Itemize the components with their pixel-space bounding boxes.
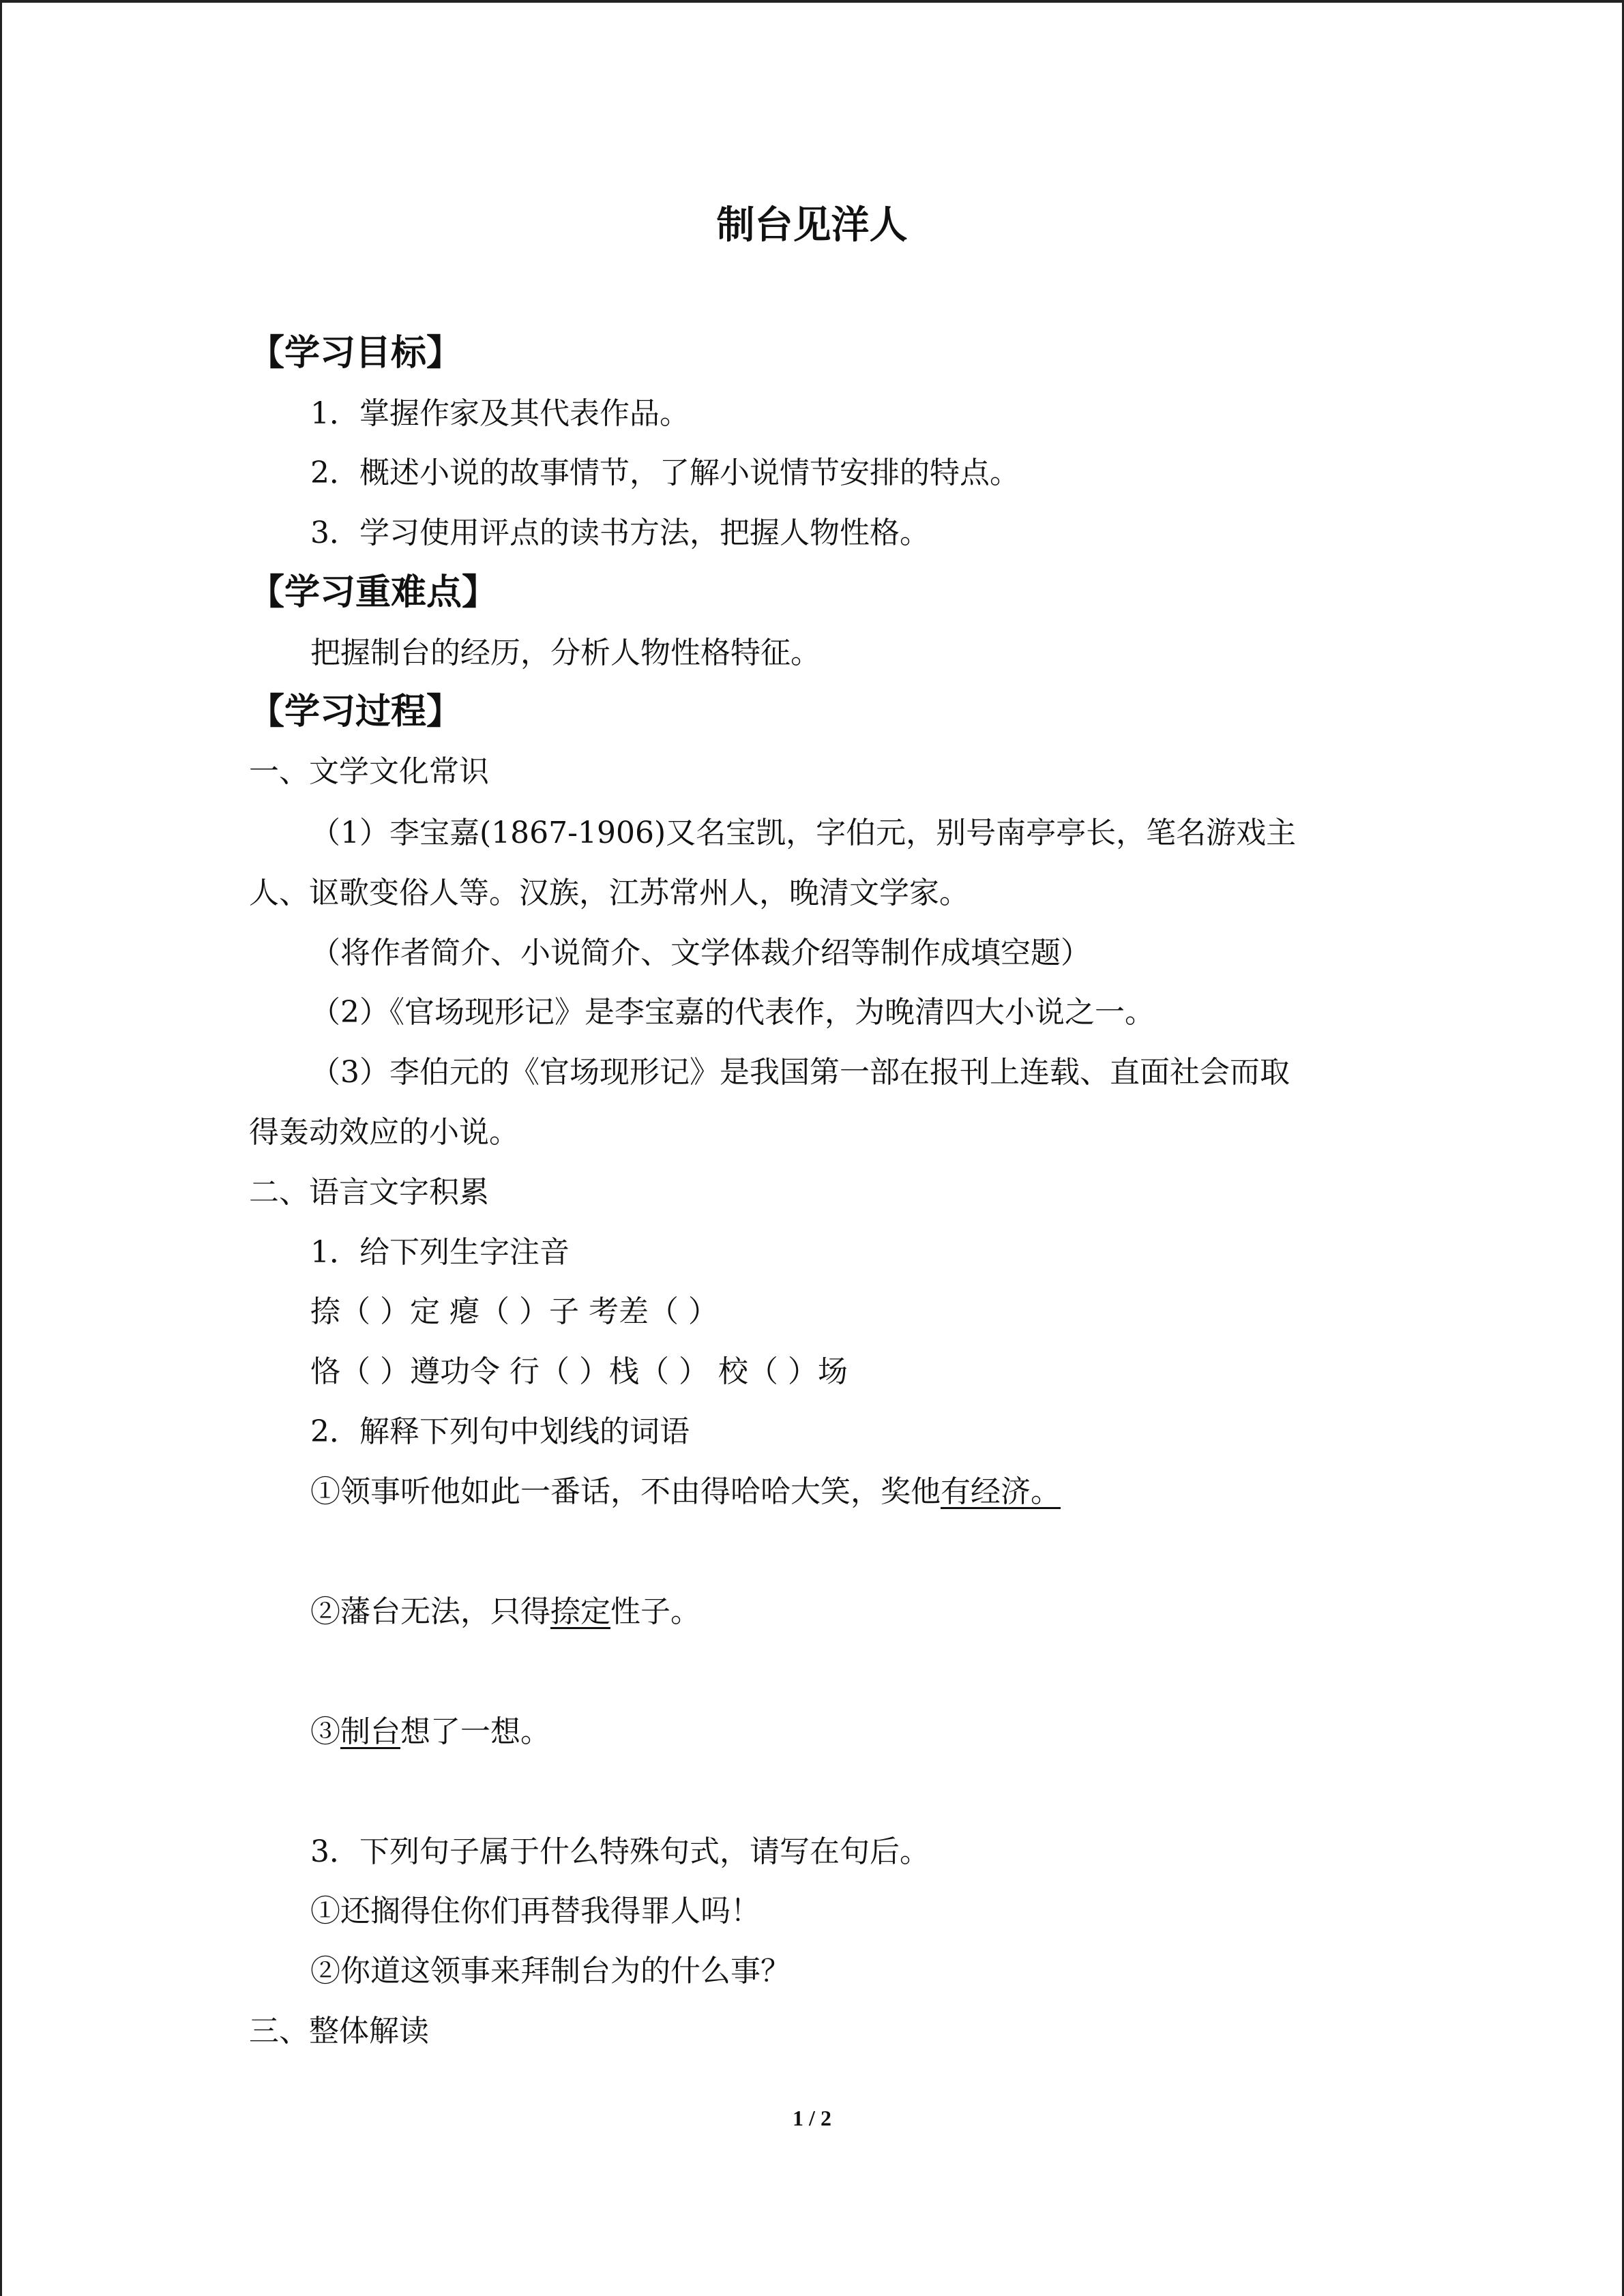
part1-paragraph1-line2: 人、讴歌变俗人等。汉族，江苏常州人，晚清文学家。 (249, 876, 969, 910)
key-points-text: 把握制台的经历，分析人物性格特征。 (310, 636, 821, 670)
q3-sentence-1: ①还搁得住你们再替我得罪人吗！ (310, 1894, 761, 1928)
q2-sentence-3 (310, 1714, 550, 1749)
part1-paragraph3-line1: （3）李伯元的《官场现形记》是我国第一部在报刊上连载、直面社会而取 (310, 1055, 1290, 1090)
process-heading: 【学习过程】 (249, 691, 462, 732)
q2-sentence-2-underlined: 捺定 (550, 1594, 610, 1629)
q3-title: 3．下列句子属于什么特殊句式，请写在句后。 (310, 1834, 930, 1869)
objectives-heading: 【学习目标】 (249, 333, 462, 374)
q2-sentence-2 (310, 1594, 700, 1629)
q2-sentence-1-text: ①领事听他如此一番话，不由得哈哈大笑，奖他 (310, 1474, 941, 1509)
q2-sentence-2-text-post: 性子。 (610, 1594, 700, 1629)
part1-paragraph2: （2）《官场现形记》是李宝嘉的代表作，为晚清四大小说之一。 (310, 995, 1155, 1030)
q2-sentence-1 (310, 1474, 1061, 1509)
q2-title: 2．解释下列句中划线的词语 (310, 1414, 690, 1449)
q2-sentence-3-text-pre: ③ (310, 1714, 340, 1749)
q2-sentence-1-underlined: 有经济。 (941, 1474, 1061, 1509)
part3-heading: 三、整体解读 (249, 2014, 429, 2048)
q2-sentence-2-text-pre: ②藩台无法，只得 (310, 1594, 550, 1629)
q2-sentence-3-underlined: 制台 (340, 1714, 400, 1749)
objective-item-2: 2．概述小说的故事情节，了解小说情节安排的特点。 (310, 456, 1020, 490)
page-number: 1 / 2 (793, 2106, 831, 2130)
q3-sentence-2: ②你道这领事来拜制台为的什么事？ (310, 1954, 791, 1988)
q2-sentence-3-text-post: 想了一想。 (400, 1714, 550, 1749)
key-points-heading: 【学习重难点】 (249, 572, 498, 613)
part1-paragraph1-line1: （1）李宝嘉(1867-1906)又名宝凯，字伯元，别号南亭亭长，笔名游戏主 (310, 816, 1297, 850)
objective-item-1: 1．掌握作家及其代表作品。 (310, 396, 690, 431)
page-title: 制台见洋人 (716, 203, 908, 248)
objective-item-3: 3．学习使用评点的读书方法，把握人物性格。 (310, 516, 930, 550)
part1-heading: 一、文学文化常识 (249, 754, 489, 789)
part1-paragraph3-line2: 得轰动效应的小说。 (249, 1115, 519, 1150)
part2-heading: 二、语言文字积累 (249, 1175, 489, 1210)
q1-title: 1．给下列生字注音 (310, 1235, 570, 1270)
q1-row2: 恪（ ）遵功令 行（ ）栈（ ） 校（ ）场 (310, 1354, 848, 1389)
q1-row1: 捺（ ）定 瘪（ ）子 考差（ ） (310, 1294, 718, 1329)
part1-note: （将作者简介、小说简介、文学体裁介绍等制作成填空题） (310, 936, 1091, 970)
